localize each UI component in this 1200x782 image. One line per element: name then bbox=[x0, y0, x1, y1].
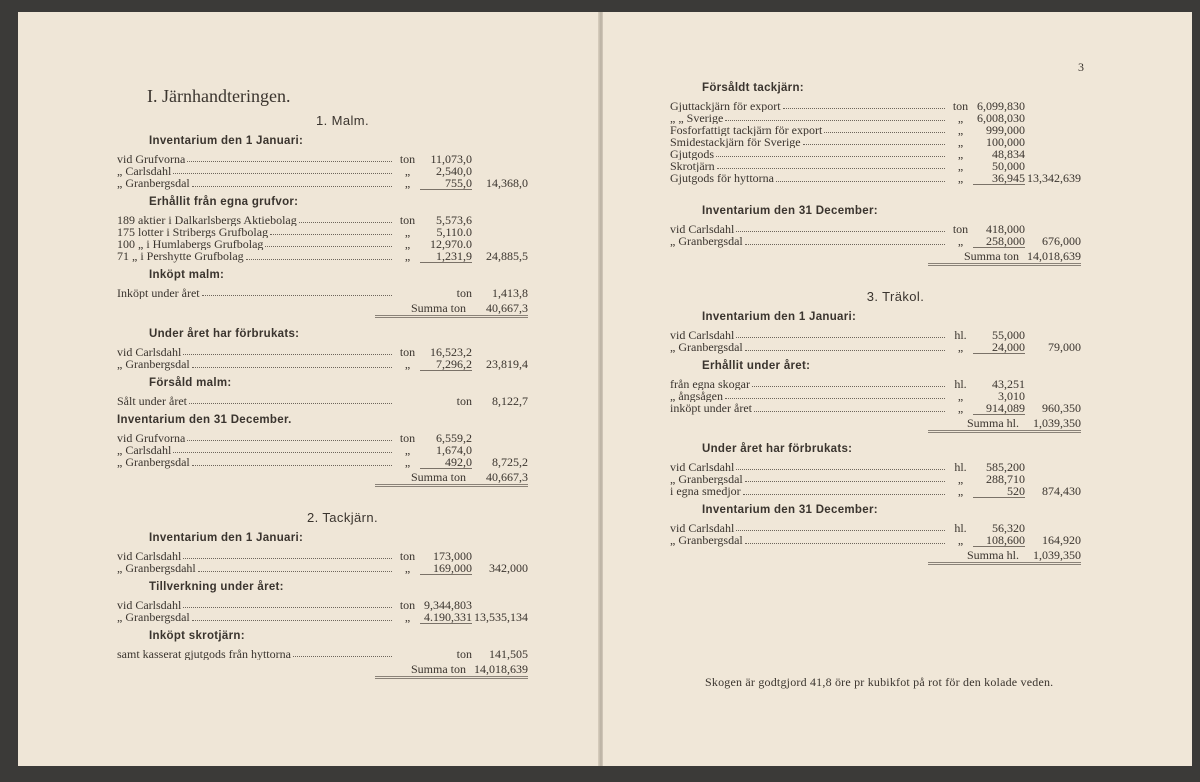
summa-total: 1,039,350 bbox=[1025, 417, 1081, 433]
dot-leader bbox=[803, 136, 945, 145]
row-value: 585,200 bbox=[986, 460, 1025, 474]
row-total bbox=[1025, 461, 1081, 473]
summa-total: 40,667,3 bbox=[472, 302, 528, 318]
row-unit: „ bbox=[957, 340, 964, 354]
row-unit: „ bbox=[957, 111, 964, 125]
row-unit: hl. bbox=[954, 377, 967, 391]
ledger-row bbox=[117, 177, 528, 189]
section-heading: Under året har förbrukats: bbox=[702, 443, 853, 455]
row-label-text: „ Granbergsdal bbox=[670, 235, 743, 248]
row-unit: „ bbox=[957, 171, 964, 185]
section-heading: Inventarium den 1 Januari: bbox=[149, 532, 304, 544]
dot-leader bbox=[187, 153, 392, 162]
row-value: 6,559,2 bbox=[436, 431, 472, 445]
right-page bbox=[603, 12, 1192, 766]
row-unit: ton bbox=[399, 598, 416, 612]
summa-row bbox=[670, 417, 1081, 436]
row-total: 1,413,8 bbox=[492, 286, 528, 300]
row-label-text: vid Carlsdahl bbox=[117, 346, 182, 358]
right-ledger bbox=[670, 82, 1081, 568]
ledger-row bbox=[117, 250, 528, 262]
row-unit: „ bbox=[957, 159, 964, 173]
row-total bbox=[1025, 378, 1081, 390]
row-unit: „ bbox=[404, 443, 411, 457]
row-label-text: vid Carlsdahl bbox=[117, 599, 182, 611]
row-total: 13,535,134 bbox=[474, 610, 528, 624]
row-label bbox=[670, 534, 948, 547]
row-label bbox=[117, 287, 395, 299]
summa-row bbox=[670, 549, 1081, 568]
section-heading: Tillverkning under året: bbox=[149, 581, 284, 593]
row-value: 5,573,6 bbox=[436, 213, 472, 227]
row-total: 13,342,639 bbox=[1027, 171, 1081, 185]
row-value: 7,296,2 bbox=[420, 358, 472, 371]
dot-leader bbox=[192, 177, 392, 187]
dot-leader bbox=[717, 160, 945, 169]
row-value: 755,0 bbox=[420, 177, 472, 190]
section-heading: Erhållit från egna grufvor: bbox=[149, 196, 299, 208]
dot-leader bbox=[202, 287, 392, 296]
row-label-text: vid Grufvorna bbox=[117, 153, 186, 165]
row-value: 48,834 bbox=[992, 147, 1025, 161]
row-label bbox=[670, 485, 948, 498]
ledger-row bbox=[117, 456, 528, 468]
row-value: 6,099,830 bbox=[977, 99, 1025, 113]
section-heading: Inventarium den 1 Januari: bbox=[149, 135, 304, 147]
row-unit: „ bbox=[404, 249, 411, 263]
row-label bbox=[117, 562, 395, 575]
dot-leader bbox=[745, 534, 945, 544]
row-unit: „ bbox=[957, 234, 964, 248]
row-label bbox=[670, 461, 948, 473]
row-label bbox=[117, 165, 395, 177]
row-unit: „ bbox=[404, 164, 411, 178]
section-title: 2. Tackjärn. bbox=[306, 510, 379, 525]
dot-leader bbox=[725, 390, 945, 399]
row-value: ton bbox=[456, 286, 472, 300]
row-total bbox=[1025, 124, 1081, 136]
row-label bbox=[117, 250, 395, 263]
row-label-text: „ Granbergsdal bbox=[117, 456, 190, 469]
row-unit: ton bbox=[399, 549, 416, 563]
row-label bbox=[117, 550, 395, 562]
row-value: 169,000 bbox=[420, 562, 472, 575]
section-heading: Försåldt tackjärn: bbox=[702, 82, 804, 94]
section-heading: Inventarium den 31 December: bbox=[702, 205, 878, 217]
row-label bbox=[670, 124, 948, 136]
row-total: 8,122,7 bbox=[492, 394, 528, 408]
row-value: 24,000 bbox=[973, 341, 1025, 354]
section-heading: Inventarium den 1 Januari: bbox=[702, 311, 857, 323]
row-value: 5,110.0 bbox=[436, 225, 472, 239]
row-total: 960,350 bbox=[1042, 401, 1081, 415]
row-value: 1,674,0 bbox=[436, 443, 472, 457]
row-label-text: vid Grufvorna bbox=[117, 432, 186, 444]
row-label-text: „ Carlsdahl bbox=[117, 444, 172, 456]
row-label bbox=[670, 136, 948, 148]
row-unit: hl. bbox=[954, 328, 967, 342]
dot-leader bbox=[189, 395, 392, 404]
row-label bbox=[670, 473, 948, 485]
dot-leader bbox=[754, 402, 945, 412]
row-label-text: Fosforfattigt tackjärn för export bbox=[670, 124, 823, 136]
summa-spacer bbox=[117, 302, 395, 318]
row-label-text: „ Carlsdahl bbox=[117, 165, 172, 177]
row-label-text: „ „ Sverige bbox=[670, 112, 724, 124]
row-value: 55,000 bbox=[992, 328, 1025, 342]
row-value: 288,710 bbox=[986, 472, 1025, 486]
row-total bbox=[472, 432, 528, 444]
row-unit: „ bbox=[957, 123, 964, 137]
row-value: 108,600 bbox=[973, 534, 1025, 547]
dot-leader bbox=[192, 611, 392, 621]
row-label-text: 100 „ i Humlabergs Grufbolag bbox=[117, 238, 264, 250]
summa-total: 14,018,639 bbox=[472, 663, 528, 679]
row-total bbox=[1025, 112, 1081, 124]
ledger-row bbox=[670, 235, 1081, 247]
summa-row bbox=[670, 250, 1081, 269]
left-page bbox=[18, 12, 600, 766]
row-label-text: i egna smedjor bbox=[670, 485, 741, 498]
summa-spacer bbox=[117, 471, 395, 487]
row-label bbox=[670, 100, 948, 112]
row-value: 3,010 bbox=[998, 389, 1025, 403]
row-label bbox=[117, 346, 395, 358]
row-label-text: „ Granbergsdal bbox=[117, 177, 190, 190]
row-label-text: vid Carlsdahl bbox=[670, 522, 735, 534]
row-unit: „ bbox=[957, 135, 964, 149]
dot-leader bbox=[187, 432, 392, 441]
dot-leader bbox=[173, 444, 392, 453]
row-label bbox=[117, 611, 395, 624]
row-label bbox=[670, 172, 948, 185]
row-label bbox=[670, 235, 948, 248]
row-unit: „ bbox=[404, 176, 411, 190]
summa-label: Summa hl. bbox=[928, 549, 1025, 565]
summa-label: Summa ton bbox=[928, 250, 1025, 266]
row-label bbox=[670, 378, 948, 390]
row-unit: „ bbox=[957, 472, 964, 486]
row-unit bbox=[395, 395, 420, 407]
row-unit: „ bbox=[957, 401, 964, 415]
section-heading: Inköpt malm: bbox=[149, 269, 225, 281]
row-unit: ton bbox=[399, 431, 416, 445]
section-title: 1. Malm. bbox=[315, 113, 370, 128]
summa-row bbox=[117, 663, 528, 682]
row-unit: „ bbox=[404, 455, 411, 469]
row-value: 6,008,030 bbox=[977, 111, 1025, 125]
row-label bbox=[670, 390, 948, 402]
row-total bbox=[472, 226, 528, 238]
summa-spacer bbox=[117, 663, 395, 679]
row-unit: ton bbox=[399, 345, 416, 359]
row-total: 342,000 bbox=[489, 561, 528, 575]
row-total: 8,725,2 bbox=[492, 455, 528, 469]
dot-leader bbox=[192, 456, 392, 466]
row-label bbox=[117, 456, 395, 469]
row-label bbox=[117, 238, 395, 250]
row-label bbox=[117, 648, 395, 660]
dot-leader bbox=[173, 165, 392, 174]
row-label-text: „ Granbergsdal bbox=[117, 611, 190, 624]
row-total bbox=[1025, 100, 1081, 112]
row-label bbox=[670, 522, 948, 534]
summa-row bbox=[117, 302, 528, 321]
summa-label: Summa ton bbox=[375, 663, 472, 679]
row-label bbox=[670, 402, 948, 415]
section-heading: Inköpt skrotjärn: bbox=[149, 630, 245, 642]
row-value: 9,344,803 bbox=[424, 598, 472, 612]
row-value: 12,970.0 bbox=[430, 237, 472, 251]
row-label-text: Gjutgods för hyttorna bbox=[670, 172, 774, 185]
row-label-text: Sålt under året bbox=[117, 395, 187, 407]
row-value: 56,320 bbox=[992, 521, 1025, 535]
row-unit: „ bbox=[404, 561, 411, 575]
row-total bbox=[472, 214, 528, 226]
row-label bbox=[670, 341, 948, 354]
row-value: 4.190,331 bbox=[420, 611, 472, 624]
dot-leader bbox=[270, 226, 392, 235]
dot-leader bbox=[824, 124, 945, 133]
ledger-row bbox=[670, 341, 1081, 353]
section-heading: Försåld malm: bbox=[149, 377, 232, 389]
row-label bbox=[117, 444, 395, 456]
dot-leader bbox=[736, 223, 945, 232]
row-value: ton bbox=[456, 647, 472, 661]
summa-label: Summa hl. bbox=[928, 417, 1025, 433]
dot-leader bbox=[299, 214, 392, 223]
row-label-text: inköpt under året bbox=[670, 402, 752, 415]
row-value: 16,523,2 bbox=[430, 345, 472, 359]
row-unit bbox=[395, 287, 420, 299]
ledger-row bbox=[117, 358, 528, 370]
row-label bbox=[117, 226, 395, 238]
row-label bbox=[670, 329, 948, 341]
row-value: ton bbox=[456, 394, 472, 408]
row-value: 520 bbox=[973, 485, 1025, 498]
summa-row bbox=[117, 471, 528, 490]
row-label-text: „ Granbergsdal bbox=[670, 341, 743, 354]
row-total: 676,000 bbox=[1042, 234, 1081, 248]
summa-label: Summa ton bbox=[375, 471, 472, 487]
summa-spacer bbox=[670, 250, 948, 266]
row-label-text: vid Carlsdahl bbox=[117, 550, 182, 562]
dot-leader bbox=[293, 648, 392, 657]
row-label bbox=[670, 160, 948, 172]
summa-total: 1,039,350 bbox=[1025, 549, 1081, 565]
row-label-text: „ Granbergsdal bbox=[117, 358, 190, 371]
summa-spacer bbox=[670, 549, 948, 565]
ledger-row bbox=[117, 287, 528, 299]
section-heading: Inventarium den 31 December: bbox=[702, 504, 878, 516]
row-unit: „ bbox=[957, 147, 964, 161]
footnote: Skogen är godtgjord 41,8 öre pr kubikfot på rot för den kolade veden. bbox=[705, 675, 1054, 689]
row-unit: „ bbox=[957, 533, 964, 547]
dot-leader bbox=[198, 562, 392, 572]
ledger-row bbox=[117, 648, 528, 660]
dot-leader bbox=[183, 599, 392, 608]
dot-leader bbox=[752, 378, 945, 387]
dot-leader bbox=[265, 238, 392, 247]
section-heading: Erhållit under året: bbox=[702, 360, 811, 372]
spacer bbox=[670, 184, 1081, 198]
right-page-content bbox=[670, 75, 1081, 568]
row-label-text: från egna skogar bbox=[670, 378, 750, 390]
row-label-text: vid Carlsdahl bbox=[670, 461, 735, 473]
ledger-row bbox=[670, 485, 1081, 497]
dot-leader bbox=[745, 341, 945, 351]
spacer bbox=[670, 269, 1081, 283]
row-label bbox=[117, 432, 395, 444]
page-number: 3 bbox=[1078, 60, 1084, 74]
dot-leader bbox=[736, 522, 945, 531]
dot-leader bbox=[736, 461, 945, 470]
row-total: 79,000 bbox=[1048, 340, 1081, 354]
dot-leader bbox=[725, 112, 945, 121]
row-value: 50,000 bbox=[992, 159, 1025, 173]
ledger-row bbox=[117, 395, 528, 407]
ledger-row bbox=[670, 402, 1081, 414]
row-total bbox=[1025, 136, 1081, 148]
row-label-text: „ Granbergsdahl bbox=[117, 562, 196, 575]
ledger-row bbox=[117, 611, 528, 623]
dot-leader bbox=[183, 550, 392, 559]
dot-leader bbox=[183, 346, 392, 355]
row-label-text: „ Granbergsdal bbox=[670, 473, 743, 485]
dot-leader bbox=[743, 485, 945, 495]
row-unit: ton bbox=[399, 152, 416, 166]
row-unit: hl. bbox=[954, 460, 967, 474]
row-total: 24,885,5 bbox=[486, 249, 528, 263]
row-total bbox=[472, 153, 528, 165]
row-unit: ton bbox=[952, 222, 969, 236]
row-label-text: Smidestackjärn för Sverige bbox=[670, 136, 801, 148]
row-value: 2,540,0 bbox=[436, 164, 472, 178]
row-label bbox=[670, 148, 948, 160]
row-unit: ton bbox=[952, 99, 969, 113]
summa-total: 40,667,3 bbox=[472, 471, 528, 487]
row-value: 36,945 bbox=[973, 172, 1025, 185]
row-value: 999,000 bbox=[986, 123, 1025, 137]
row-value: 418,000 bbox=[986, 222, 1025, 236]
ledger-row bbox=[670, 172, 1081, 184]
row-label-text: „ ångsågen bbox=[670, 390, 723, 402]
row-label bbox=[117, 177, 395, 190]
row-label-text: samt kasserat gjutgods från hyttorna bbox=[117, 648, 291, 660]
dot-leader bbox=[246, 250, 392, 260]
row-total: 14,368,0 bbox=[486, 176, 528, 190]
summa-label: Summa ton bbox=[375, 302, 472, 318]
row-unit: „ bbox=[404, 610, 411, 624]
row-label-text: Gjuttackjärn för export bbox=[670, 100, 781, 112]
left-page-content bbox=[117, 82, 528, 682]
row-unit: „ bbox=[404, 225, 411, 239]
row-value: 1,231,9 bbox=[420, 250, 472, 263]
row-value: 173,000 bbox=[433, 549, 472, 563]
dot-leader bbox=[776, 172, 945, 182]
section-title: 3. Träkol. bbox=[866, 289, 925, 304]
dot-leader bbox=[736, 329, 945, 338]
row-label bbox=[670, 223, 948, 235]
row-unit: „ bbox=[404, 357, 411, 371]
summa-spacer bbox=[670, 417, 948, 433]
row-label bbox=[117, 214, 395, 226]
dot-leader bbox=[716, 148, 945, 157]
row-label bbox=[117, 358, 395, 371]
row-total: 23,819,4 bbox=[486, 357, 528, 371]
row-total bbox=[1025, 148, 1081, 160]
row-unit: ton bbox=[399, 213, 416, 227]
row-value: 258,000 bbox=[973, 235, 1025, 248]
row-unit: „ bbox=[957, 389, 964, 403]
row-label-text: Inköpt under året bbox=[117, 287, 200, 299]
row-total: 141,505 bbox=[489, 647, 528, 661]
spacer bbox=[117, 490, 528, 504]
chapter-title: I. Järnhandteringen. bbox=[147, 86, 291, 106]
row-unit: hl. bbox=[954, 521, 967, 535]
row-label bbox=[117, 599, 395, 611]
row-value: 43,251 bbox=[992, 377, 1025, 391]
row-label-text: Gjutgods bbox=[670, 148, 715, 160]
ledger-row bbox=[117, 562, 528, 574]
row-unit: „ bbox=[404, 237, 411, 251]
dot-leader bbox=[783, 100, 945, 109]
row-label bbox=[117, 395, 395, 407]
row-unit bbox=[395, 648, 420, 660]
row-value: 11,073,0 bbox=[430, 152, 472, 166]
ledger-row bbox=[670, 534, 1081, 546]
row-value: 492,0 bbox=[420, 456, 472, 469]
row-label-text: Skrotjärn bbox=[670, 160, 715, 172]
row-label-text: 175 lotter i Stribergs Grufbolag bbox=[117, 226, 269, 238]
row-value: 100,000 bbox=[986, 135, 1025, 149]
summa-total: 14,018,639 bbox=[1025, 250, 1081, 266]
dot-leader bbox=[745, 235, 945, 245]
row-total: 164,920 bbox=[1042, 533, 1081, 547]
row-label-text: „ Granbergsdal bbox=[670, 534, 743, 547]
row-unit: „ bbox=[957, 484, 964, 498]
section-heading: Inventarium den 31 December. bbox=[117, 414, 292, 426]
row-label-text: vid Carlsdahl bbox=[670, 329, 735, 341]
row-label bbox=[670, 112, 948, 124]
section-heading: Under året har förbrukats: bbox=[149, 328, 300, 340]
row-label-text: vid Carlsdahl bbox=[670, 223, 735, 235]
row-value: 914,089 bbox=[973, 402, 1025, 415]
row-total: 874,430 bbox=[1042, 484, 1081, 498]
row-label bbox=[117, 153, 395, 165]
dot-leader bbox=[745, 473, 945, 482]
row-label-text: 71 „ i Pershytte Grufbolag bbox=[117, 250, 244, 263]
left-ledger bbox=[117, 113, 528, 682]
row-label-text: 189 aktier i Dalkarlsbergs Aktiebolag bbox=[117, 214, 297, 226]
dot-leader bbox=[192, 358, 392, 368]
